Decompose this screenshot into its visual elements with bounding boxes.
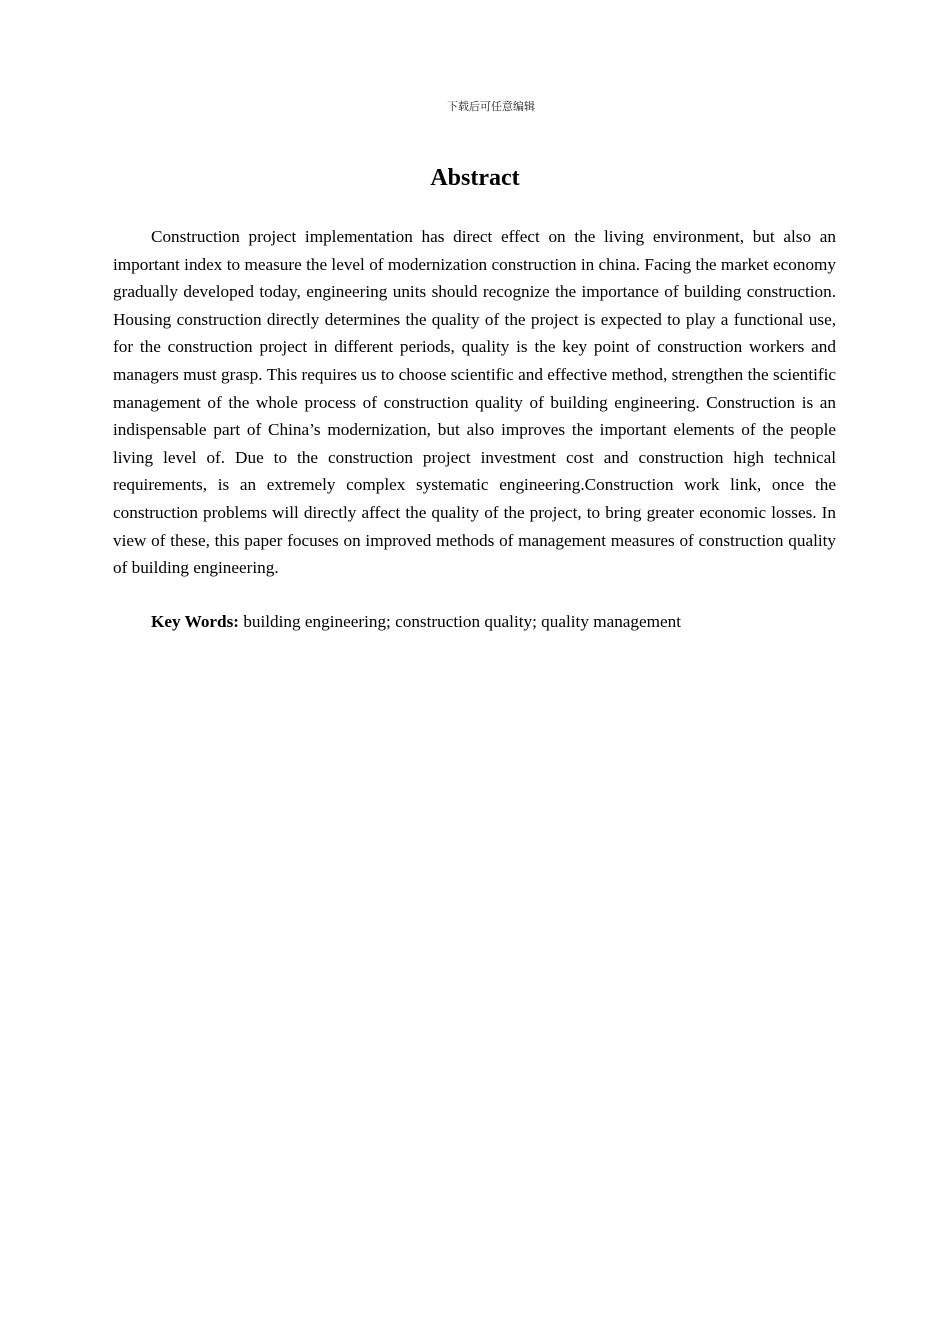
keywords-label: Key Words: <box>151 612 240 631</box>
abstract-title: Abstract <box>430 165 520 191</box>
keywords-text: building engineering; construction quality; quality management <box>239 612 682 631</box>
header-note: 下载后可任意编辑 <box>447 100 535 113</box>
abstract-body: Construction project implementation has direct effect on the living environment, but also an important index to measure the level of modernization construction in china. Facing the market economy gradually developed today, engineering units should recognize the importance of building construction. Housing construction directly determines the quality of the project is expected to play a functional use, for the construction project in different periods, quality is the key point of construction workers and managers must grasp. This requires us to choose scientific and effective method, strengthen the scientific management of the whole process of construction quality of building engineering. Construction is an indispensable part of China’s modernization, but also improves the important elements of the people living level of. Due to the construction project investment cost and construction high technical requirements, is an extremely complex systematic engineering.Construction work link, once the construction problems will directly affect the quality of the project, to bring greater economic losses. In view of these, this paper focuses on improved methods of management measures of construction quality of building engineering. <box>113 227 836 578</box>
keywords-line <box>113 608 836 636</box>
